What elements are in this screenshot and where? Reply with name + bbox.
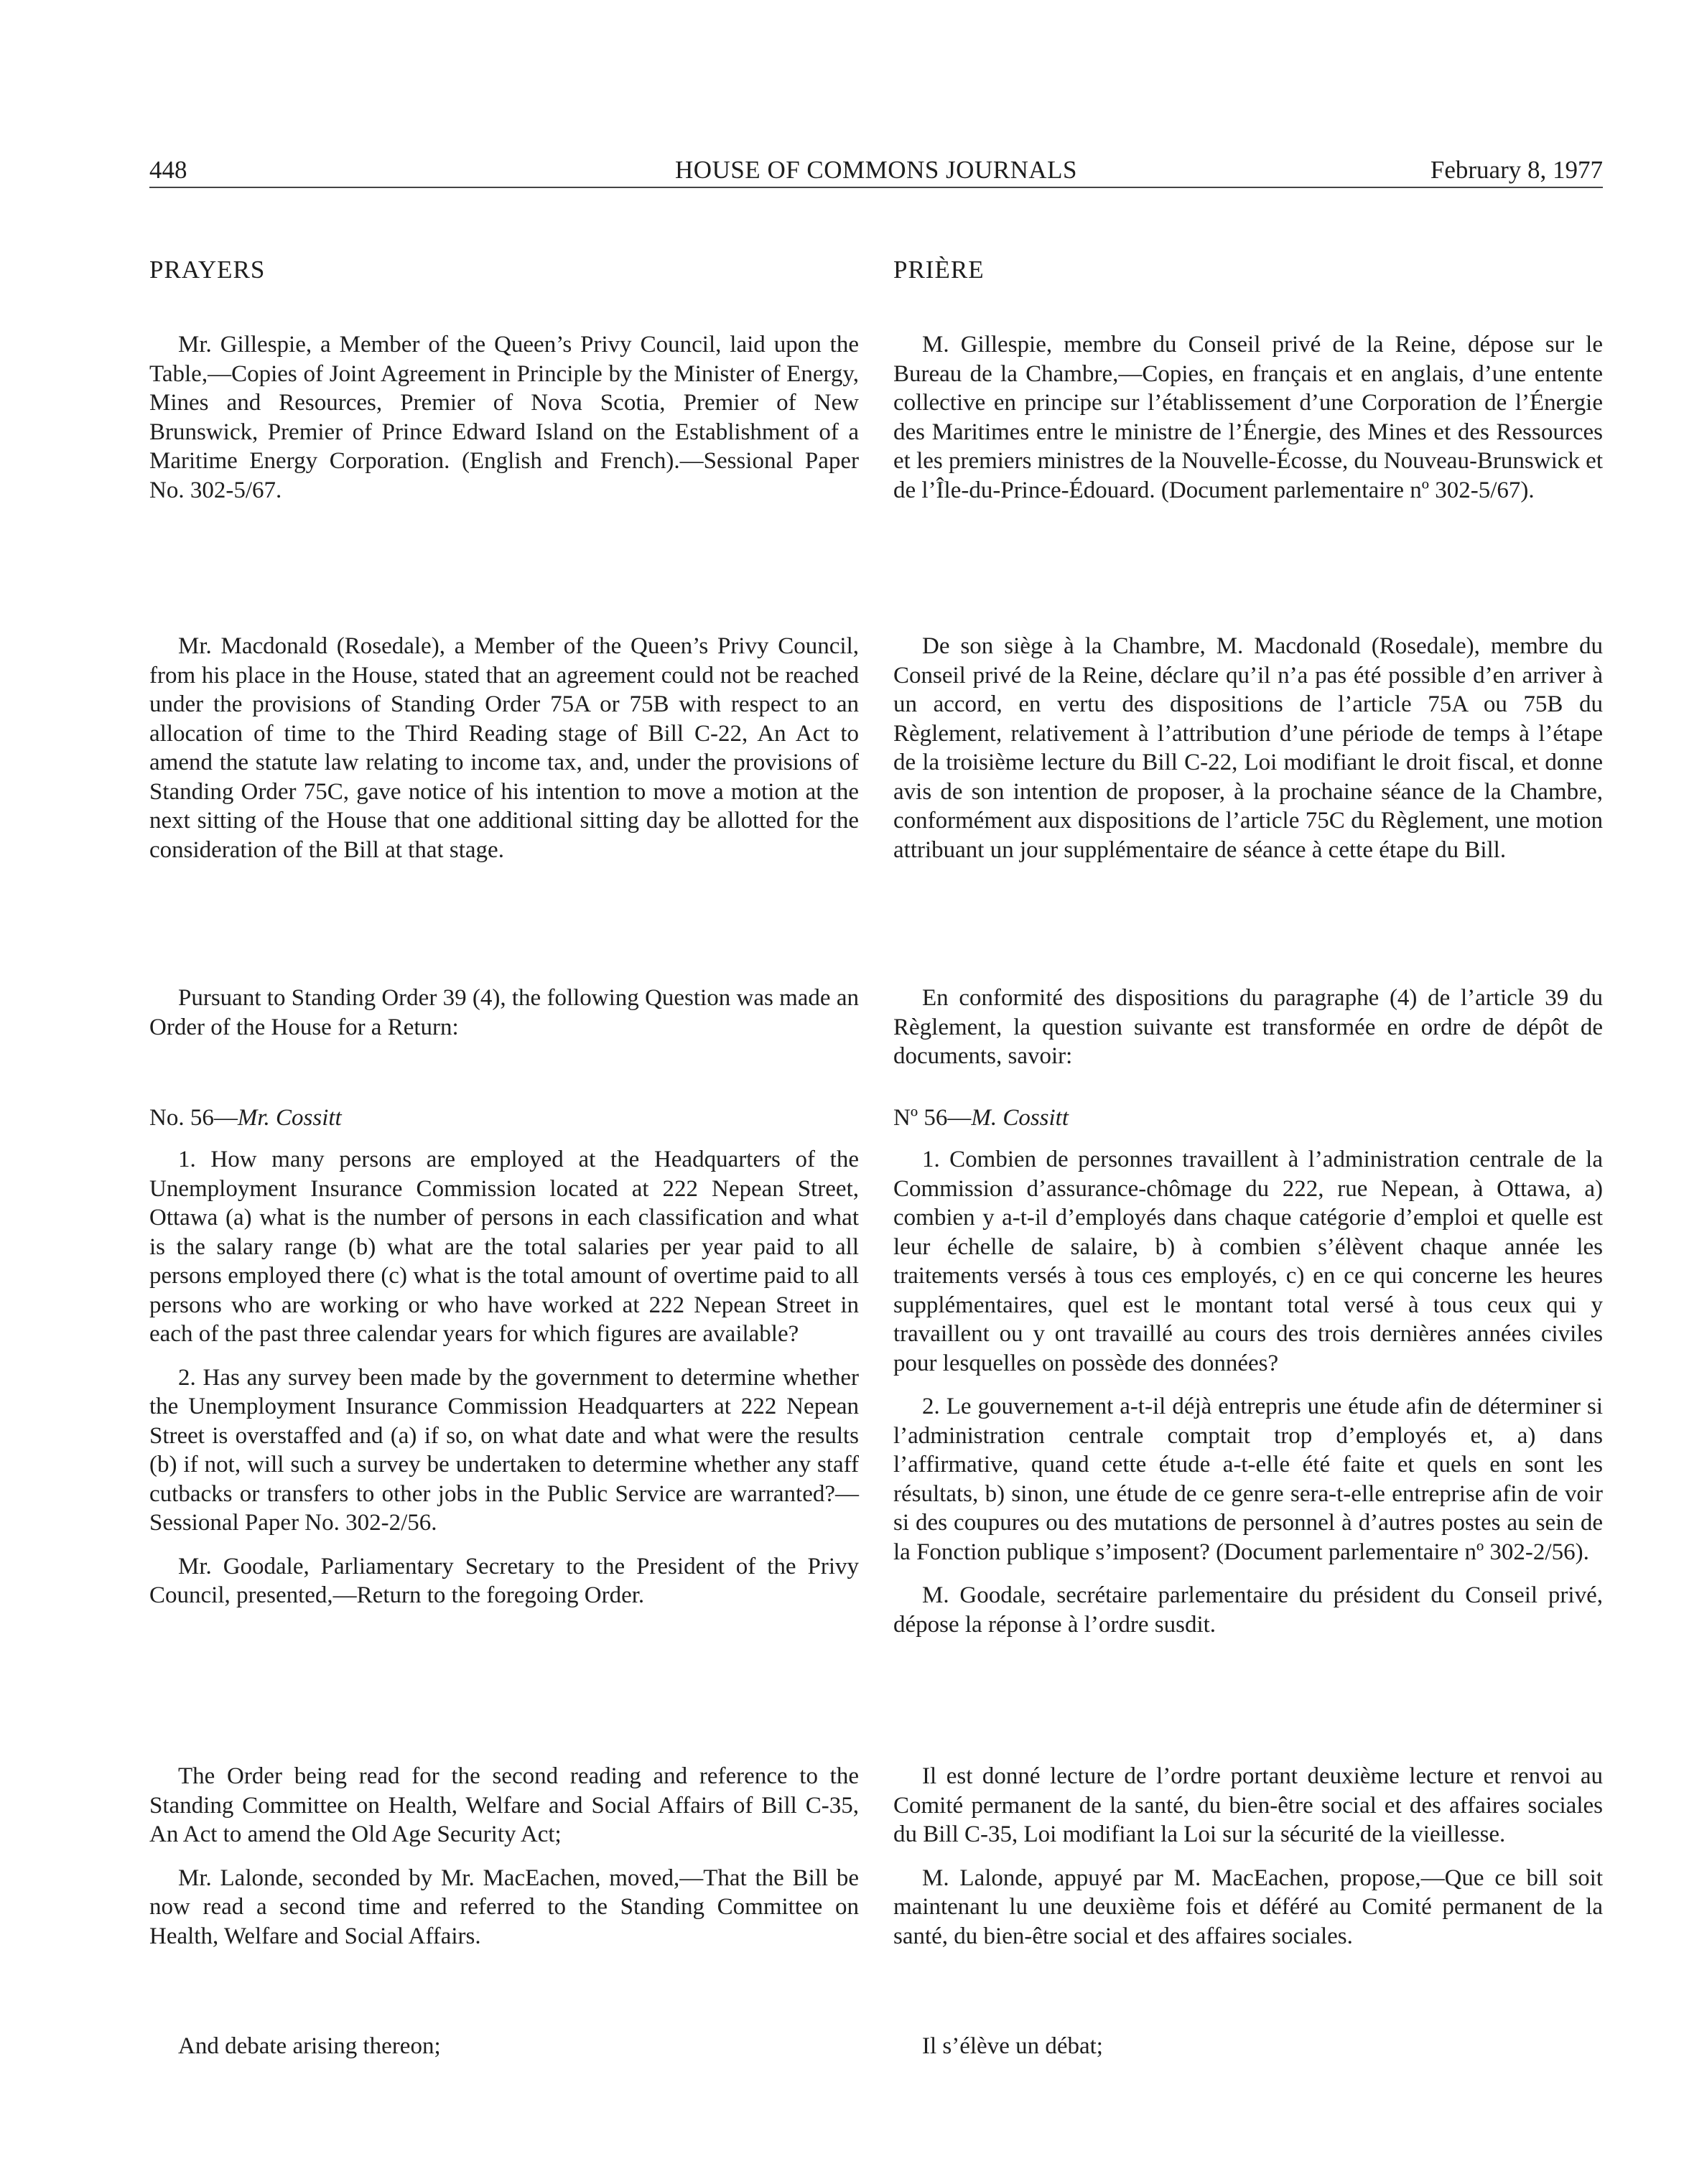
second-reading-en (149, 1762, 859, 1951)
second-reading-fr (893, 1762, 1603, 1951)
pursuant-paragraph-fr (893, 984, 1603, 1071)
prayers-heading-en: PRAYERS (149, 256, 266, 284)
journal-title: HOUSE OF COMMONS JOURNALS (675, 156, 1077, 184)
paragraph-text: Mr. Macdonald (Rosedale), a Member of the Queen’s Privy Council, from his place in the House, stated that an agreement could not be reached under the provisions of Standing Order 75A or 75B with respect to an allocation of time to the Third Reading stage of Bill C-22, An Act to amend the statute law relating to income tax, and, under the provisions of Standing Order 75C, gave notice of his intention to move a motion at the next sitting of the House that one additional sitting day be allotted for the consideration of the Bill at that stage. (149, 633, 859, 863)
page-number: 448 (149, 156, 187, 184)
macdonald-paragraph-en (149, 632, 859, 864)
question-2: 2. Has any survey been made by the government to determine whether the Unemployment Insurance Commission Headquarters at 222 Nepean Street is overstaffed and (a) if so, on what date and what were the results (b) if not, will such a survey be undertaken to determine whether any staff cutbacks or transfers to other jobs in the Public Service are warranted?—Sessional Paper No. 302-2/56. (149, 1364, 859, 1536)
lalonde-paragraph: M. Lalonde, appuyé par M. MacEachen, propose,—Que ce bill soit maintenant lu une deuxième fois et déféré au Comité permanent de la santé, du bien-être social et des affaires sociales. (893, 1865, 1603, 1949)
question-member: Mr. Cossitt (237, 1105, 342, 1131)
paragraph-text: M. Gillespie, membre du Conseil privé de la Reine, dépose sur le Bureau de la Chambre,—Copies, en français et en anglais, d’une entente collective en principe sur l’établissement d’une Corporation de l’Énergie des Maritimes entre le ministre de l’Énergie, des Mines et des Ressources et les premiers ministres de la Nouvelle-Écosse, du Nouveau-Brunswick et de l’Île-du-Prince-Édouard. (Document parlementaire nº 302-5/67). (893, 332, 1603, 503)
question-1: 1. How many persons are employed at the Headquarters of the Unemployment Insurance Commission located at 222 Nepean Street, Ottawa (a) what is the number of persons in each classification and what is the salary range (b) what are the total salaries per year paid to all persons employed there (c) what is the total amount of overtime paid to all persons who are working or who have worked at 222 Nepean Street in each of the past three calendar years for which figures are available? (149, 1147, 859, 1347)
goodale-paragraph: M. Goodale, secrétaire parlementaire du président du Conseil privé, dépose la réponse à l’ordre susdit. (893, 1582, 1603, 1638)
lalonde-paragraph: Mr. Lalonde, seconded by Mr. MacEachen, moved,—That the Bill be now read a second time and referred to the Standing Committee on Health, Welfare and Social Affairs. (149, 1865, 859, 1949)
question-number: Nº 56— (893, 1105, 972, 1131)
order-paragraph: Il est donné lecture de l’ordre portant deuxième lecture et renvoi au Comité permanent de la santé, du bien-être social et des affaires sociales du Bill C-35, Loi modifiant la Loi sur la sécurité de la vieillesse. (893, 1763, 1603, 1847)
macdonald-paragraph-fr (893, 632, 1603, 864)
journal-date: February 8, 1977 (1430, 156, 1603, 184)
debate-paragraph: Il s’élève un débat; (922, 2033, 1103, 2059)
prayers-heading-fr: PRIÈRE (893, 256, 985, 284)
paragraph-text: Mr. Gillespie, a Member of the Queen’s Privy Council, laid upon the Table,—Copies of Joint Agreement in Principle by the Minister of Energy, Mines and Resources, Premier of Nova Scotia, Premier of New Brunswick, Premier of Prince Edward Island on the Establishment of a Maritime Energy Corporation. (English and French).—Sessional Paper No. 302-5/67. (149, 332, 859, 503)
debate-line-fr (893, 2032, 1603, 2061)
question-2: 2. Le gouvernement a-t-il déjà entrepris une étude afin de déterminer si l’administration centrale comptait trop d’employés et, a) dans l’affirmative, quand cette étude a-t-elle été faite et quels en sont les résultats, b) sinon, une étude de ce genre sera-t-elle entreprise afin de voir si des coupures ou des mutations de personnel à d’autres postes au sein de la Fonction publique s’imposent? (Document parlementaire nº 302-2/56). (893, 1394, 1603, 1565)
paragraph-text: Pursuant to Standing Order 39 (4), the following Question was made an Order of the House for a Return: (149, 985, 859, 1040)
question-member: M. Cossitt (971, 1105, 1069, 1131)
question-heading-fr (893, 1103, 1603, 1133)
question-heading-en (149, 1103, 859, 1133)
gillespie-paragraph-en (149, 330, 859, 505)
question-number: No. 56— (149, 1105, 238, 1131)
pursuant-paragraph-en (149, 984, 859, 1042)
question-body-en (149, 1145, 859, 1610)
question-body-fr (893, 1145, 1603, 1639)
running-header (149, 154, 1603, 188)
paragraph-text: En conformité des dispositions du paragraphe (4) de l’article 39 du Règlement, la question suivante est transformée en ordre de dépôt de documents, savoir: (893, 985, 1603, 1069)
gillespie-paragraph-fr (893, 330, 1603, 505)
paragraph-text: De son siège à la Chambre, M. Macdonald (Rosedale), membre du Conseil privé de la Reine, déclare qu’il n’a pas été possible d’en arriver à un accord, en vertu des dispositions de l’article 75A ou 75B du Règlement, relativement à l’attribution d’une période de temps à l’étape de la troisième lecture du Bill C-22, Loi modifiant le droit fiscal, et donne avis de son intention de proposer, à la prochaine séance de la Chambre, conformément aux dispositions de l’article 75C du Règlement, une motion attribuant un jour supplémentaire de séance à cette étape du Bill. (893, 633, 1603, 863)
order-paragraph: The Order being read for the second reading and reference to the Standing Committee on Health, Welfare and Social Affairs of Bill C-35, An Act to amend the Old Age Security Act; (149, 1763, 859, 1847)
question-1: 1. Combien de personnes travaillent à l’administration centrale de la Commission d’assurance-chômage du 222, rue Nepean, à Ottawa, a) combien y a-t-il d’employés dans chaque catégorie d’emploi et quelle est leur échelle de salaire, b) à combien s’élèvent chaque année les traitements versés à tous ces employés, c) en ce qui concerne les heures supplémentaires, quel est le montant total versé à tous ceux qui y travaillent ou y ont travaillé au cours des trois dernières années civiles pour lesquelles on possède des données? (893, 1147, 1603, 1376)
goodale-paragraph: Mr. Goodale, Parliamentary Secretary to the President of the Privy Council, presented,—Return to the foregoing Order. (149, 1553, 859, 1608)
debate-line-en (149, 2032, 859, 2061)
debate-paragraph: And debate arising thereon; (178, 2033, 441, 2059)
